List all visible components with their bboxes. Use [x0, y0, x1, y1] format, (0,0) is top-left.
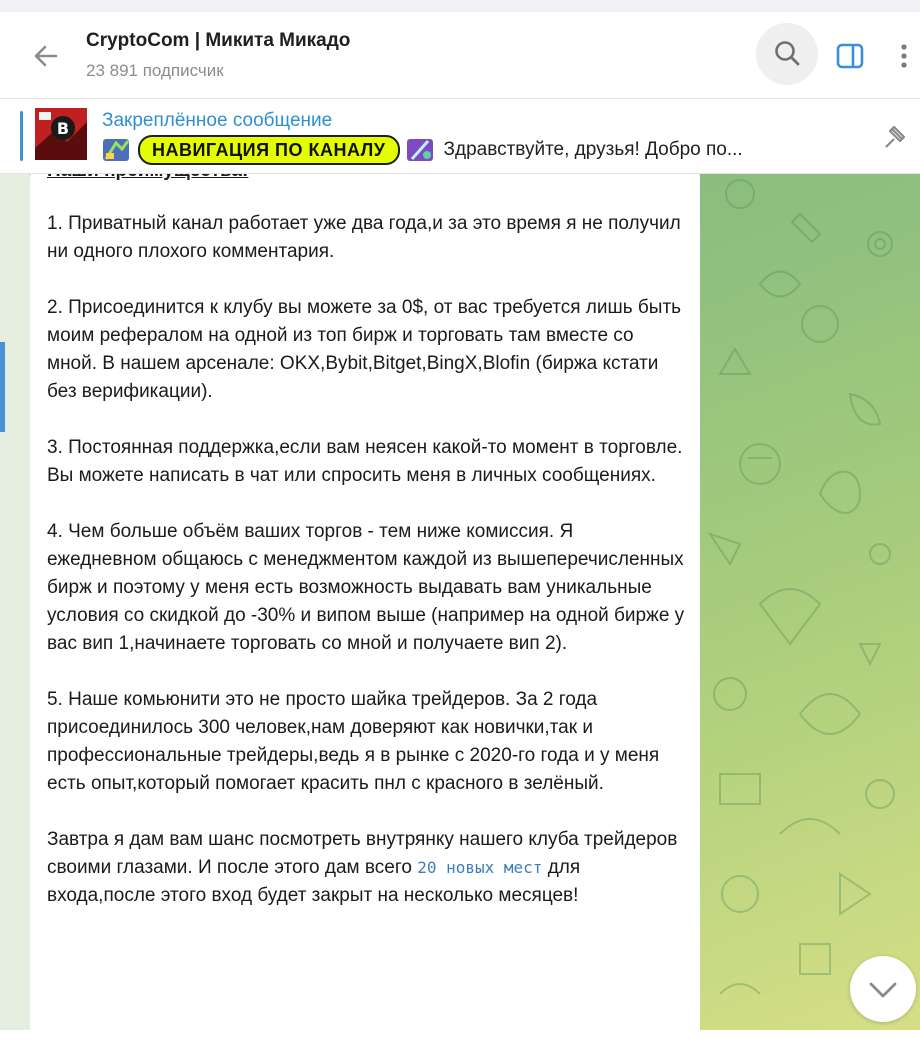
message-paragraph: 5. Наше комьюнити это не просто шайка трейдеров. За 2 года присоединилось 300 человек,нам доверяют как новички,так и профессиональные трейдеры,ведь я в рынке с 2020-го года и у меня есть опыт,который помогает красить пнл с красного в зелёный.	[47, 689, 660, 794]
message-paragraph: 1. Приватный канал работает уже два года,и за это время я не получил ни одного плохого комментария.	[47, 213, 681, 262]
search-icon	[756, 23, 818, 85]
search-button[interactable]	[756, 23, 818, 85]
game-icon-left	[100, 135, 134, 165]
chat-area[interactable]	[0, 174, 920, 1030]
channel-avatar	[35, 108, 87, 160]
scroll-down-button[interactable]	[850, 956, 916, 1022]
message-paragraph: 3. Постоянная поддержка,если вам неясен какой-то момент в торговле. Вы можете написать в чат или спросить меня в личных сообщениях.	[47, 437, 683, 486]
sidebar-panel-icon	[832, 38, 868, 74]
pinned-accent-line	[20, 111, 23, 161]
message-paragraph: 2. Присоединится к клубу вы можете за 0$, от вас требуется лишь быть моим рефералом на одной из топ бирж и торговать там вместе со мной. В нашем арсенале: OKX,Bybit,Bitget,BingX,Blofin (биржа кстати без верификации).	[47, 297, 682, 402]
toggle-sidebar-button[interactable]	[832, 38, 868, 74]
more-vertical-icon	[890, 38, 918, 74]
back-arrow-icon	[28, 38, 64, 74]
left-panel-edge	[0, 174, 30, 1030]
message-paragraph: 4. Чем больше объём ваших торгов - тем ниже комиссия. Я ежедневном общаюсь с менеджментом каждой из вышеперечисленных бирж и поэтому у меня есть возможность выдавать вам уникальные условия со скидкой до -30% и випом выше (например на одной бирже у вас вип 1,начинаете торговать со мной и получаете вип 2).	[47, 521, 685, 654]
game-icon-right	[404, 135, 438, 165]
highlight-seats[interactable]: 20 новых мест	[417, 858, 543, 877]
left-active-indicator	[0, 342, 5, 432]
subscriber-count: 23 891 подписчик	[86, 61, 224, 80]
window-top-strip	[0, 0, 920, 12]
channel-title[interactable]: CryptoCom | Микита Микадо	[86, 30, 351, 51]
message-text	[47, 210, 687, 910]
message-paragraph-final	[47, 826, 687, 910]
final-text-start: Завтра я дам вам шанс посмотреть внутрянку нашего клуба трейдеров своими глазами. И после этого дам всего	[47, 829, 678, 878]
pin-icon	[880, 121, 916, 151]
pinned-message-bar[interactable]	[0, 99, 920, 174]
pinned-preview-text: Здравствуйте, друзья! Добро по...	[443, 139, 743, 160]
final-text-end: для входа,после этого вход будет закрыт на несколько месяцев!	[47, 857, 581, 906]
back-button[interactable]	[28, 38, 64, 74]
chat-header	[0, 0, 920, 99]
pin-list-button[interactable]	[880, 121, 916, 151]
chevron-down-icon	[850, 956, 916, 1022]
pinned-message-label: Закреплённое сообщение	[102, 110, 333, 131]
navigation-badge: НАВИГАЦИЯ ПО КАНАЛУ	[138, 135, 400, 165]
svg-text:B: B	[56, 119, 70, 138]
pinned-message-preview-line	[100, 135, 743, 165]
more-options-button[interactable]	[890, 38, 918, 74]
